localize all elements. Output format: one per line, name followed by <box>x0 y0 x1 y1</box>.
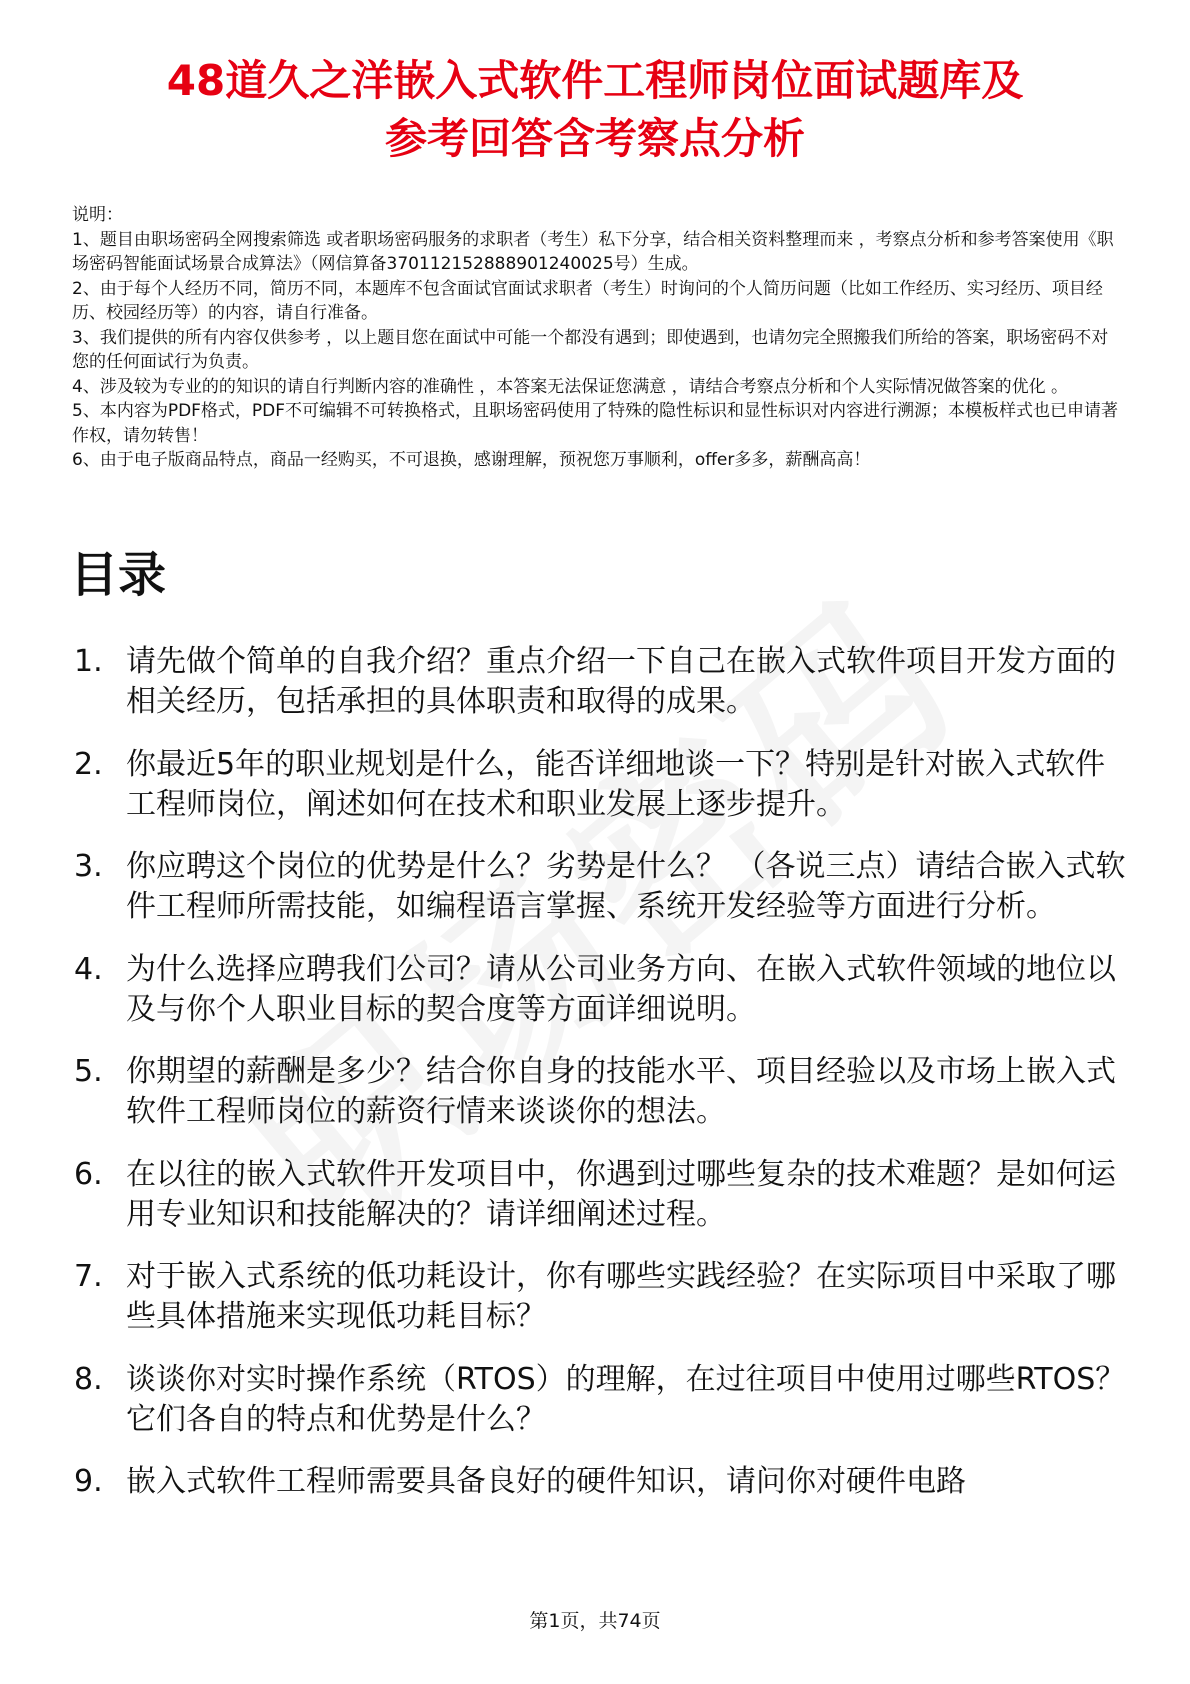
toc-item-text: 对于嵌入式系统的低功耗设计，你有哪些实践经验？在实际项目中采取了哪些具体措施来实现低功耗目标？ <box>126 1259 1116 1334</box>
toc-item-number: 7. <box>74 1259 103 1294</box>
note-item-2: 2、由于每个人经历不同，简历不同，本题库不包含面试官面试求职者（考生）时询问的个人简历问题（比如工作经历、实习经历、项目经历、校园经历等）的内容，请自行准备。 <box>72 278 1103 323</box>
note-item-6: 6、由于电子版商品特点，商品一经购买，不可退换，感谢理解，预祝您万事顺利，offer多多，薪酬高高！ <box>72 450 871 470</box>
page-title-line-2: 参考回答含考察点分析 <box>384 114 805 163</box>
toc-item-number: 3. <box>74 849 103 884</box>
toc-item-number: 5. <box>74 1054 103 1089</box>
toc-item-text: 你期望的薪酬是多少？结合你自身的技能水平、项目经验以及市场上嵌入式软件工程师岗位的薪资行情来谈谈你的想法。 <box>126 1054 1116 1129</box>
toc-item-text: 你最近5年的职业规划是什么，能否详细地谈一下？特别是针对嵌入式软件工程师岗位，阐述如何在技术和职业发展上逐步提升。 <box>126 746 1106 822</box>
toc-item-text: 你应聘这个岗位的优势是什么？劣势是什么？ （各说三点）请结合嵌入式软件工程师所需技能，如编程语言掌握、系统开发经验等方面进行分析。 <box>126 849 1126 924</box>
note-item-5: 5、本内容为PDF格式，PDF不可编辑不可转换格式，且职场密码使用了特殊的隐性标识和显性标识对内容进行溯源；本模板样式也已申请著作权，请勿转售！ <box>72 401 1119 446</box>
toc-item-text: 请先做个简单的自我介绍？重点介绍一下自己在嵌入式软件项目开发方面的相关经历，包括承担的具体职责和取得的成果。 <box>126 644 1116 719</box>
note-item-3: 3、我们提供的所有内容仅供参考 ，以上题目您在面试中可能一个都没有遇到；即使遇到，也请勿完全照搬我们所给的答案，职场密码不对您的任何面试行为负责。 <box>72 327 1109 372</box>
toc-item[interactable] <box>74 950 1134 1030</box>
toc-item-number: 9. <box>74 1464 103 1499</box>
toc-item-number: 8. <box>74 1361 103 1397</box>
notes-heading: 说明： <box>72 205 123 225</box>
note-item-1: 1、题目由职场密码全网搜索筛选 或者职场密码服务的求职者（考生）私下分享，结合相关资料整理而来 ，考察点分析和参考答案使用《职场密码智能面试场景合成算法》（网信算备370112152888901240025号）生成。 <box>72 229 1114 274</box>
toc-item[interactable] <box>74 642 1134 722</box>
toc-item-text: 为什么选择应聘我们公司？请从公司业务方向、在嵌入式软件领域的地位以及与你个人职业目标的契合度等方面详细说明。 <box>126 951 1116 1027</box>
toc-item-number: 4. <box>74 951 103 987</box>
page-title <box>40 52 1150 168</box>
toc-item[interactable] <box>74 1052 1134 1132</box>
toc-item[interactable] <box>74 745 1134 825</box>
toc-item[interactable] <box>74 847 1134 927</box>
toc-item-text: 嵌入式软件工程师需要具备良好的硬件知识，请问你对硬件电路 <box>126 1464 966 1499</box>
toc-heading: 目录 <box>70 547 167 603</box>
toc-item-text: 在以往的嵌入式软件开发项目中，你遇到过哪些复杂的技术难题？是如何运用专业知识和技能解决的？请详细阐述过程。 <box>126 1156 1116 1232</box>
toc-item[interactable] <box>74 1155 1134 1235</box>
toc-item-number: 1. <box>74 644 103 679</box>
toc-item-number: 6. <box>74 1156 103 1192</box>
toc-item[interactable] <box>74 1257 1134 1337</box>
toc-item[interactable] <box>74 1360 1134 1440</box>
toc-item[interactable] <box>74 1462 1134 1502</box>
page-footer: 第1页，共74页 <box>529 1610 661 1632</box>
notes-section <box>72 203 1122 473</box>
toc-item-text: 谈谈你对实时操作系统（RTOS）的理解，在过往项目中使用过哪些RTOS？它们各自的特点和优势是什么？ <box>126 1361 1126 1437</box>
page-title-line-1: 48道久之洋嵌入式软件工程师岗位面试题库及 <box>166 56 1024 105</box>
toc-list <box>74 642 1134 1525</box>
toc-item-number: 2. <box>74 746 103 782</box>
note-item-4: 4、涉及较为专业的的知识的请自行判断内容的准确性 ，本答案无法保证您满意 ，请结合考察点分析和个人实际情况做答案的优化 。 <box>72 376 1069 397</box>
